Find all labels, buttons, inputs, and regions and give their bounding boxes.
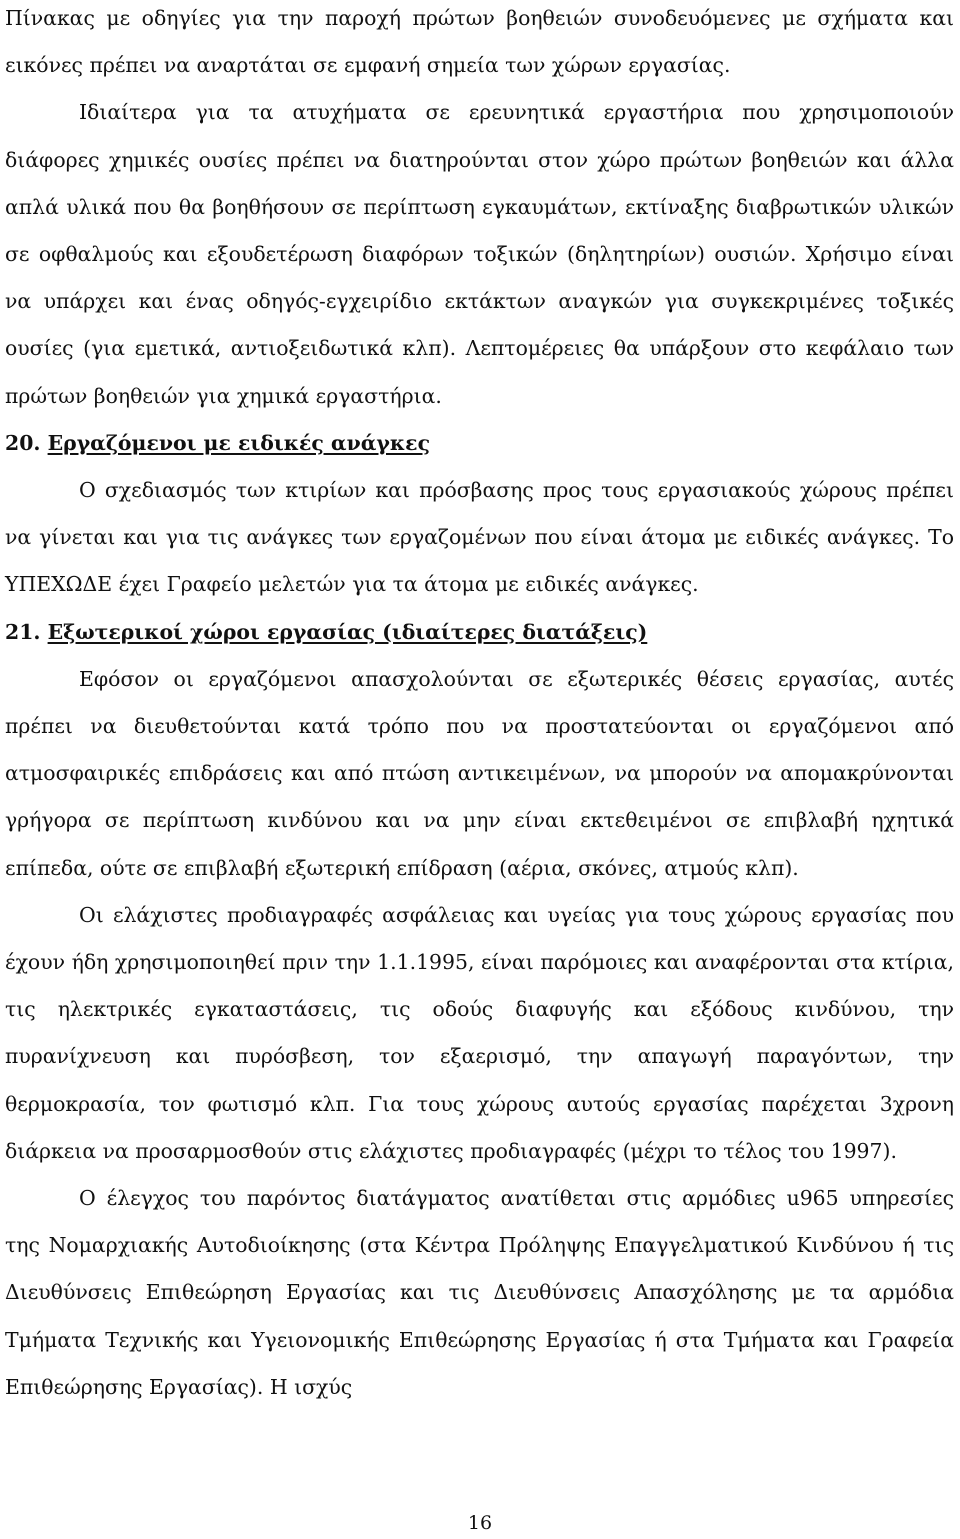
section-number-21: 21. — [5, 619, 41, 644]
section-heading-21 — [5, 609, 954, 656]
section-heading-20 — [5, 420, 954, 467]
paragraph-outdoor-workplaces: Εφόσον οι εργαζόμενοι απασχολούνται σε εξωτερικές θέσεις εργασίας, αυτές πρέπει να διευθετούνται κατά τρόπο που να προστατεύονται οι εργαζόμενοι από ατμοσφαιρικές επιδράσεις και από πτώση αντικειμένων, να μπορούν να απομακρύνονται γρήγορα σε περίπτωση κινδύνου και να μην είναι εκτεθειμένοι σε επιβλαβή ηχητικά επίπεδα, ούτε σε επιβλαβή εξωτερική επίδραση (αέρια, σκόνες, ατμούς κλπ). — [5, 666, 954, 880]
paragraph-laboratory-accidents: Ιδιαίτερα για τα ατυχήματα σε ερευνητικά εργαστήρια που χρησιμοποιούν διάφορες χημικές ουσίες πρέπει να διατηρούνται στον χώρο πρώτων βοηθειών και άλλα απλά υλικά που θα βοηθήσουν σε περίπτωση εγκαυμάτων, εκτίναξης διαβρωτικών υλικών σε οφθαλμούς και εξουδετέρωση διαφόρων τοξικών (δηλητηρίων) ουσιών. Χρήσιμο είναι να υπάρχει και ένας οδηγός-εγχειρίδιο εκτάκτων αναγκών για συγκεκριμένες τοξικές ουσίες (για εμετικά, αντιοξειδωτικά κλπ). Λεπτομέρειες θα υπάρξουν στο κεφάλαιο των πρώτων βοηθειών για χημικά εργαστήρια. — [5, 100, 954, 408]
paragraph-inspection-authorities: Ο έλεγχος του παρόντος διατάγματος ανατίθεται στις αρμόδιες u965 υπηρεσίες της Νομαρχιακής Αυτοδιοίκησης (στα Κέντρα Πρόληψης Επαγγελματικού Κινδύνου ή τις Διευθύνσεις Επιθεώρηση Εργασίας και τις Διευθύνσεις Απασχόλησης με τα αρμόδια Τμήματα Τεχνικής και Υγειονομικής Επιθεώρησης Εργασίας ή στα Τμήματα και Γραφεία Επιθεώρησης Εργασίας). Η ισχύς — [5, 1186, 954, 1399]
section-title-21: Εξωτερικοί χώροι εργασίας (ιδιαίτερες διατάξεις) — [47, 619, 648, 644]
section-title-20: Εργαζόμενοι με ειδικές ανάγκες — [47, 430, 430, 455]
paragraph-first-aid-table: Πίνακας με οδηγίες για την παροχή πρώτων βοηθειών συνοδευόμενες με σχήματα και εικόνες πρέπει να αναρτάται σε εμφανή σημεία των χώρων εργασίας. — [5, 6, 954, 78]
section-number-20: 20. — [5, 430, 41, 455]
paragraph-special-needs: Ο σχεδιασμός των κτιρίων και πρόσβασης προς τους εργασιακούς χώρους πρέπει να γίνεται και για τις ανάγκες των εργαζομένων που είναι άτομα με ειδικές ανάγκες. Το ΥΠΕΧΩΔΕ έχει Γραφείο μελετών για τα άτομα με ειδικές ανάγκες. — [5, 478, 954, 597]
paragraph-minimum-specifications: Οι ελάχιστες προδιαγραφές ασφάλειας και υγείας για τους χώρους εργασίας που έχουν ήδη χρησιμοποιηθεί πριν την 1.1.1995, είναι παρόμοιες και αναφέρονται στα κτίρια, τις ηλεκτρικές εγκαταστάσεις, τις οδούς διαφυγής και εξόδους κινδύνου, την πυρανίχνευση και πυρόσβεση, τον εξαερισμό, την απαγωγή παραγόντων, την θερμοκρασία, τον φωτισμό κλπ. Για τους χώρους αυτούς εργασίας παρέχεται 3χρονη διάρκεια να προσαρμοσθούν στις ελάχιστες προδιαγραφές (μέχρι το τέλος του 1997). — [5, 902, 954, 1163]
page-number: 16 — [467, 1512, 493, 1534]
